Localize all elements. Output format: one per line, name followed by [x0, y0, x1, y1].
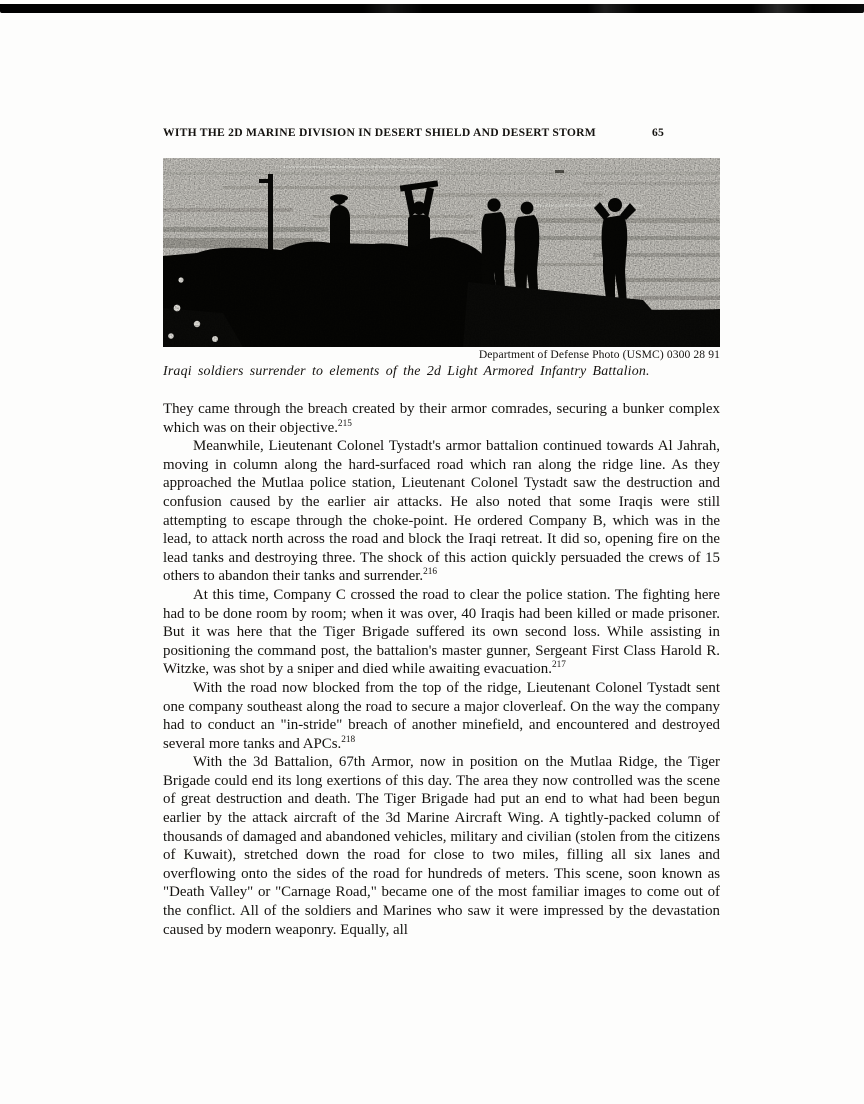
paragraph-text: At this time, Company C crossed the road to clear the police station. The fighting here had to be done room by room; when it was over, 40 Iraqis had been killed or made prisoner. But it was here that the Tiger Brigade suffered its own second loss. While assisting in positioning the command post, the battalion's master gunner, Sergeant First Class Harold R. Witzke, was shot by a sniper and died while awaiting evacuation. — [163, 586, 720, 678]
paragraph-text: Meanwhile, Lieutenant Colonel Tystadt's armor battalion continued towards Al Jahrah, moving in column along the hard-surfaced road which ran along the ridge line. As they approached the Mutlaa police station, Lieutenant Colonel Tystadt saw the destruction and confusion caused by the earlier air attacks. He also noted that some Iraqis were still attempting to escape through the choke-point. He ordered Company B, which was in the lead, to attack north across the road and block the Iraqi retreat. It did so, opening fire on the lead tanks and destroying three. The shock of this action quickly persuaded the crews of 15 others to abandon their tanks and surrender. — [163, 438, 720, 585]
scan-artifact-bar — [0, 4, 864, 13]
photo-credit: Department of Defense Photo (USMC) 0300 28 91 — [478, 348, 720, 361]
footnote-ref: 217 — [551, 660, 566, 671]
footnote-ref: 215 — [337, 418, 352, 429]
paragraph — [163, 586, 720, 679]
photo-figure — [163, 158, 720, 380]
film-grain-overlay — [163, 158, 720, 347]
body-text — [163, 400, 720, 939]
footnote-ref: 218 — [341, 734, 356, 745]
page-number: 65 — [652, 126, 665, 139]
paragraph — [163, 400, 720, 437]
paragraph-text: With the 3d Battalion, 67th Armor, now in position on the Mutlaa Ridge, the Tiger Brigade could end its long exertions of this day. The area they now controlled was the scene of great destruction and death. The Tiger Brigade had put an end to what had been begun earlier by the attack aircraft of the 3d Marine Aircraft Wing. A tightly-packed column of thousands of damaged and abandoned vehicles, military and civilian (stolen from the citizens of Kuwait), stretched down the road for close to two miles, filling all six lanes and overflowing onto the sides of the road for hundreds of meters. This scene, soon known as "Death Valley" or "Carnage Road," became one of the most familiar images to come out of the conflict. All of the soldiers and Marines who saw it were impressed by the devastation caused by modern weaponry. Equally, all — [163, 754, 720, 938]
surrender-photo-graphic — [163, 158, 720, 347]
paragraph-text: With the road now blocked from the top of the ridge, Lieutenant Colonel Tystadt sent one company southeast along the road to secure a major cloverleaf. On the way the company had to conduct an "in-stride" breach of another minefield, and encountered and destroyed several more tanks and APCs. — [163, 679, 720, 752]
page-content — [163, 126, 720, 939]
footnote-ref: 216 — [423, 567, 438, 578]
paragraph — [163, 437, 720, 586]
header-title: WITH THE 2D MARINE DIVISION IN DESERT SHIELD AND DESERT STORM — [163, 126, 596, 139]
paragraph-text: They came through the breach created by their armor comrades, securing a bunker complex which was on their objective. — [163, 401, 720, 436]
page-header — [163, 126, 720, 141]
photo-caption: Iraqi soldiers surrender to elements of the 2d Light Armored Infantry Battalion. — [163, 364, 650, 379]
surrender-photo — [163, 158, 720, 347]
paragraph — [163, 679, 720, 753]
paragraph — [163, 753, 720, 939]
